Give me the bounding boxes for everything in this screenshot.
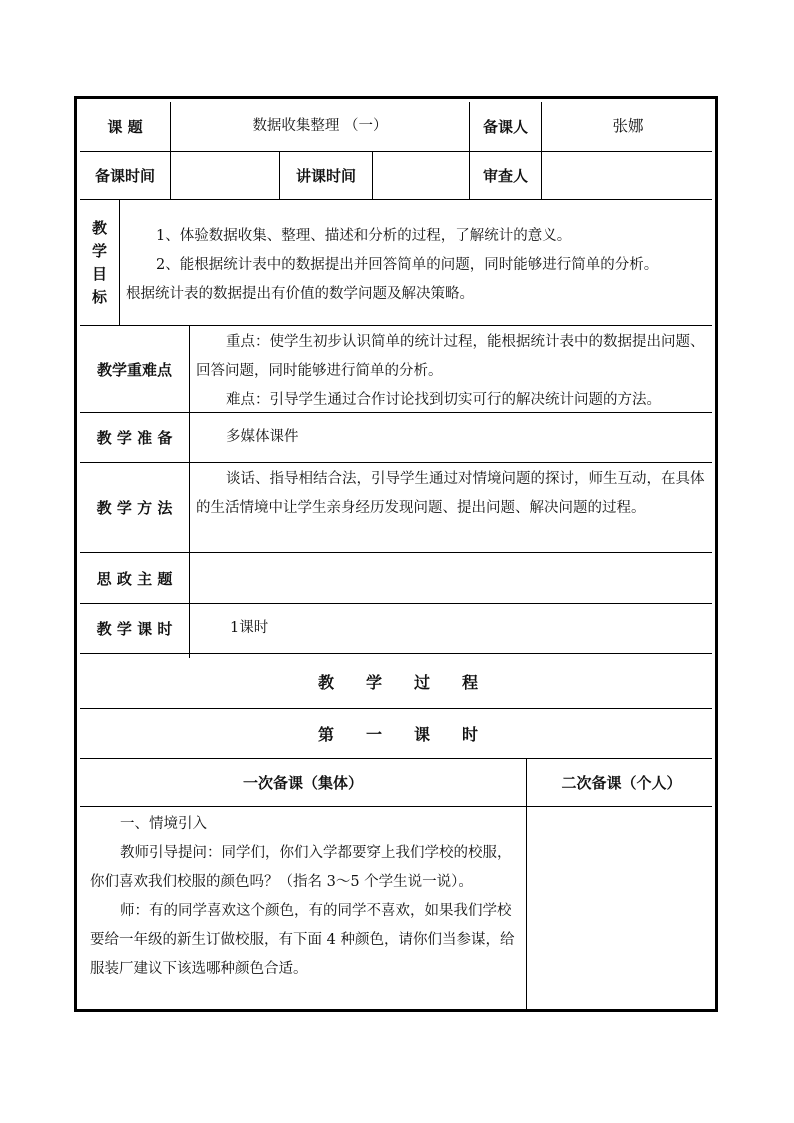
goals-label-char: 教: [91, 218, 107, 237]
first-prep-header: 一次备课（集体）: [242, 774, 363, 792]
process-title: 教 学 过 程: [317, 672, 478, 692]
focus-text: 重点：使学生初步认识简单的统计过程，能根据统计表中的数据提出问题、回答问题，同时能够进行简单的分析。: [196, 334, 705, 379]
ideology-value[interactable]: [190, 553, 716, 603]
method-label: 教 学 方 法: [96, 499, 173, 517]
topic-value: 数据收集整理 （一）: [252, 118, 388, 134]
goals-content: [120, 200, 716, 325]
section-title: 一、情境引入: [120, 816, 207, 832]
goals-label-char: 标: [91, 287, 107, 306]
content-paragraph: 教师引导提问：同学们，你们入学都要穿上我们学校的校服，你们喜欢我们校服的颜色吗？（指名 3～5 个学生说一说）。: [90, 845, 512, 890]
difficulty-text: 难点：引导学生通过合作讨论找到切实可行的解决统计问题的方法。: [226, 392, 661, 408]
goal-line: 2、能根据统计表中的数据提出并回答简单的问题，同时能够进行简单的分析。: [156, 257, 659, 273]
hours-label: 教 学 课 时: [96, 620, 173, 638]
content-paragraph: 师：有的同学喜欢这个颜色，有的同学不喜欢，如果我们学校要给一年级的新生订做校服，有下面 4 种颜色，请你们当参谋，给服装厂建议下该选哪种颜色合适。: [90, 903, 515, 977]
prep-time-value[interactable]: [171, 152, 279, 199]
key-points-content: [190, 326, 716, 412]
lesson-title: 第 一 课 时: [317, 725, 478, 744]
lecture-time-label: 讲课时间: [295, 167, 356, 185]
goals-label: [80, 200, 119, 325]
preparer-label: 备课人: [482, 118, 528, 136]
reviewer-label: 审查人: [482, 167, 528, 185]
hours-value: 1课时: [230, 620, 269, 636]
prep-time-label: 备课时间: [94, 167, 155, 185]
goal-line: 根据统计表的数据提出有价值的数学问题及解决策略。: [126, 286, 474, 302]
lesson-plan-table: [74, 96, 718, 1012]
lecture-time-value[interactable]: [373, 152, 469, 199]
goal-line: 1、体验数据收集、整理、描述和分析的过程，了解统计的意义。: [156, 228, 572, 244]
topic-label: 课 题: [107, 118, 143, 136]
reviewer-value[interactable]: [542, 152, 714, 199]
method-content: [190, 463, 716, 552]
preparer-value: 张娜: [612, 117, 644, 135]
preparation-label: 教 学 准 备: [96, 429, 173, 447]
ideology-label: 思 政 主 题: [96, 569, 173, 588]
method-value: 谈话、指导相结合法，引导学生通过对情境问题的探讨，师生互动，在具体的生活情境中让学生亲身经历发现问题、提出问题、解决问题的过程。: [196, 471, 705, 516]
first-prep-content: [80, 807, 526, 1012]
second-prep-content[interactable]: [527, 807, 716, 1012]
goals-label-char: 目: [91, 264, 107, 283]
preparation-value: 多媒体课件: [226, 429, 299, 445]
goals-label-char: 学: [91, 241, 107, 260]
key-points-label: 教学重难点: [96, 360, 172, 379]
second-prep-header: 二次备课（个人）: [561, 774, 682, 792]
